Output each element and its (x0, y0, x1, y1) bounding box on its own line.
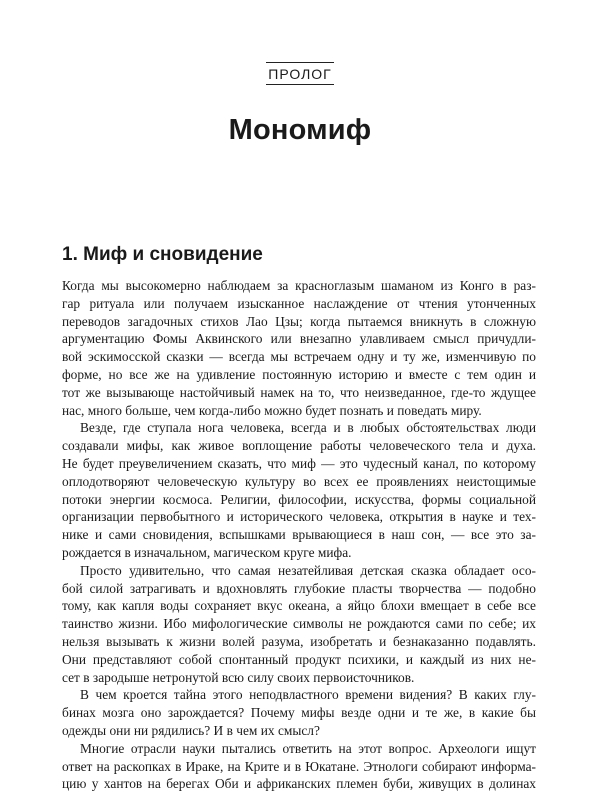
section-heading: 1. Миф и сновидение (62, 244, 263, 265)
text-line: Когда мы высокомерно наблюдаем за красноглазым шаманом из Конго в раз- (62, 278, 536, 293)
text-line: таинство жизни. Ибо мифологические символы не рождаются сами по себе; их (62, 616, 536, 632)
text-line: оплодотворяют человеческую культуру во всех ее проявлениях неистощимые (62, 473, 536, 489)
text-line: Просто удивительно, что самая незатейливая детская сказка обладает осо- (80, 562, 536, 578)
prologue-header (0, 62, 600, 85)
text-line: потоки энергии космоса. Религии, философии, искусства, формы социальной (62, 491, 536, 507)
text-line: В чем кроется тайна этого неподвластного времени видения? В каких глу- (80, 687, 536, 703)
text-line: цию у хантов на берегах Оби и африканских племен буби, живущих в долинах (62, 776, 536, 792)
text-line: аргументацию Фомы Аквинского или внезапно улавливаем смысл причудли- (62, 331, 536, 347)
text-line: бинах мозга оно зарождается? Почему мифы везде одни и те же, в какие бы (62, 705, 536, 721)
text-line: Не будет преувеличением сказать, что миф — это чудесный канал, по которому (62, 455, 536, 471)
text-line: тот же вызывающе настойчивый намек на то, что неизведанное, где-то ждущее (62, 384, 536, 400)
text-line: одежды они ни рядились? И в чем их смысл? (62, 722, 320, 738)
text-line: Они представляют собой спонтанный продукт психики, и каждый из них не- (62, 651, 536, 667)
text-line: нас, много больше, чем когда-либо можно будет познать и поведать миру. (62, 402, 482, 418)
body-text (62, 277, 536, 793)
text-line: вой эскимосской сказки — всегда мы встречаем одну и ту же, изменчивую по (62, 349, 536, 365)
text-line: нельзя вызывать к жизни волей разума, изобретать и безнаказанно подавлять. (62, 633, 536, 649)
text-line: Везде, где ступала нога человека, всегда и в любых обстоятельствах люди (80, 420, 536, 436)
text-line: нике и сами сновидения, вспышками врывающиеся в наш сон, — все это за- (62, 527, 536, 543)
text-line: создавали мифы, как живое воплощение работы человеческого тела и духа. (62, 438, 536, 454)
text-line: рождается в изначальном, магическом круге мифа. (62, 544, 352, 560)
prologue-label: ПРОЛОГ (266, 62, 333, 85)
text-line: бой силой затрагивать и вдохновлять глубокие пласты творчества — подобно (62, 580, 536, 596)
text-line: Многие отрасли науки пытались ответить на этот вопрос. Археологи ищут (80, 740, 536, 756)
text-line: организации первобытного и исторического человека, открытия в науке и тех- (62, 509, 536, 525)
text-line: тому, как капля воды сохраняет вкус океана, а яйцо блохи вмещает в себе все (62, 598, 536, 614)
text-line: гар ритуала или получаем изысканное наслаждение от чтения утонченных (62, 295, 536, 311)
text-line: сет в зародыше нетронутой всю силу своих первоисточников. (62, 669, 415, 685)
text-line: ответ на раскопках в Ираке, на Крите и в Юкатане. Этнологи собирают информа- (62, 758, 536, 774)
chapter-title: Мономиф (228, 114, 372, 146)
text-line: форме, но все же на удивление постоянную историю и вместе с тем один и (62, 366, 536, 382)
text-line: переводов загадочных стихов Лао Цзы; когда пытаемся вникнуть в сложную (62, 313, 536, 329)
